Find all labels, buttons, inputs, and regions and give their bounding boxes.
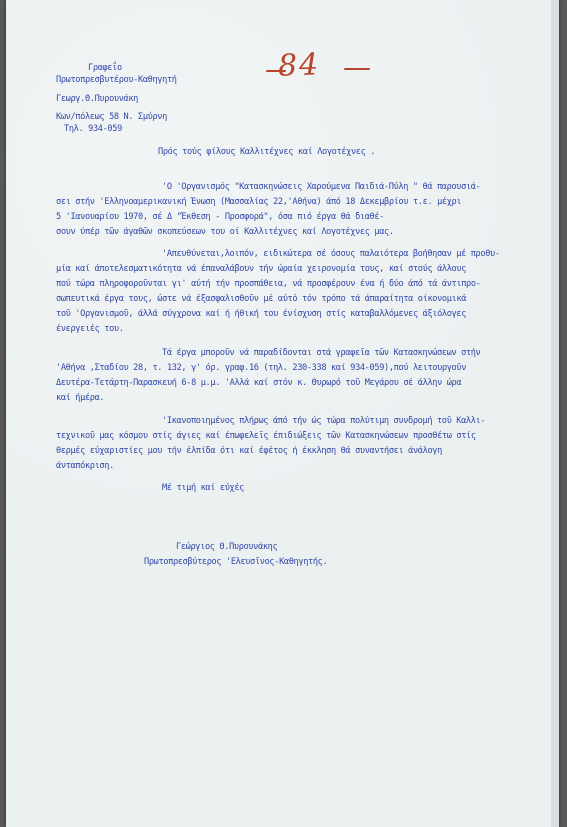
body-line: μία καί άποτελεσματικότητα νά έπαναλάβουν τήν ώραία χειρονομία τους, καί στούς άλλους <box>56 264 467 274</box>
body-line: 5 'Ιανουαρίου 1970, σέ Δ "Έκθεση - Προσφορά", όσα πιό έργα θά διαθέ- <box>56 212 385 222</box>
page-number: 84 <box>277 47 321 84</box>
sender-address: Κων/πόλεως 58 Ν. Σμύρνη <box>56 112 167 122</box>
body-line: τεχνικοῦ μας κόσμου στίς άγιες καί έπωφελεῖς έπιδιώξεις τῶν Κατασκηνώσεων προσθέτω στίς <box>56 431 476 441</box>
body-line: Τά έργα μποροῦν νά παραδίδονται στά γραφεῖα τῶν Κατασκηνώσεων στήν <box>162 348 481 358</box>
body-line: σωπευτικά έργα τους, ώστε νά έξασφαλισθοῦν μέ αύτό τόν τρόπο τά άπαραίτητα οίκονομικά <box>56 294 467 304</box>
letter-page <box>6 0 559 827</box>
sender-name: Γεωργ.Θ.Πυρουνάκη <box>56 94 139 104</box>
body-line: καί ήμέρα. <box>56 393 105 403</box>
signature-title: Πρωτοπρεσβύτερος 'Ελευσῖνος-Καθηγητής. <box>144 557 328 567</box>
body-line: Δευτέρα-Τετάρτη-Παρασκευή 6-8 μ.μ. 'Αλλά καί στόν κ. Θυρωρό τοῦ Μεγάρου σέ άλλην ώρα <box>56 378 462 388</box>
body-line: 'Ικανοποιημένος πλήρως άπό τήν ώς τώρα πολύτιμη συνδρομή τοῦ Καλλι- <box>162 416 486 426</box>
body-line: ένεργειές του. <box>56 324 124 334</box>
body-line: 'Αθήνα ,Σταδίου 28, τ. 132, γ' όρ. γραφ.16 (τηλ. 230-338 καί 934-059),πού λειτουργοῦν <box>56 363 467 373</box>
page-number-dash-right <box>344 68 370 70</box>
sender-title: Πρωτοπρεσβυτέρου-Καθηγητή <box>56 75 177 85</box>
signature-name: Γεώργιος Θ.Πυρουνάκης <box>176 542 278 552</box>
closing: Μέ τιμή καί εύχές <box>162 483 245 493</box>
body-line: θερμές εύχαριστίες μου τήν έλπίδα ότι καί έφέτος ή έκκληση θά συναντήσει άνάλογη <box>56 446 442 456</box>
body-line: άνταπόκριση. <box>56 461 114 471</box>
salutation: Πρός τούς φίλους Καλλιτέχνες καί Λογοτέχνες . <box>158 147 376 157</box>
body-line: 'Ο 'Οργανισμός "Κατασκηνώσεις Χαρούμενα Παιδιά-Πύλη " θά παρουσιά- <box>162 182 481 192</box>
paper-edge <box>551 0 559 827</box>
sender-phone: Τηλ. 934-059 <box>64 124 122 134</box>
body-line: τοῦ 'Οργανισμοῦ, άλλά σύγχρονα καί ή ήθική του ένίσχυση στίς καταβαλλόμενες άξιόλογες <box>56 309 467 319</box>
body-line: πού τώρα πληροφοροῦνται γι' αύτή τήν προσπάθεια, νά προσφέρουν ένα ή δύο άπό τά άντιπρο- <box>56 279 481 289</box>
body-line: σει στήν 'Ελληνοαμερικανική Ένωση (Μασσαλίας 22,'Αθήνα) άπό 18 Δεκεμβρίου τ.ε. μέχρι <box>56 197 462 207</box>
body-line: 'Απευθύνεται,λοιπόν, ειδικώτερα σέ όσους παλαιότερα βοήθησαν μέ προθυ- <box>162 249 500 259</box>
body-line: σουν ύπέρ τῶν άγαθῶν σκοπεύσεων του οί Καλλιτέχνες καί Λογοτέχνες μας. <box>56 227 394 237</box>
sender-office: Γραφεΐο <box>88 63 122 73</box>
